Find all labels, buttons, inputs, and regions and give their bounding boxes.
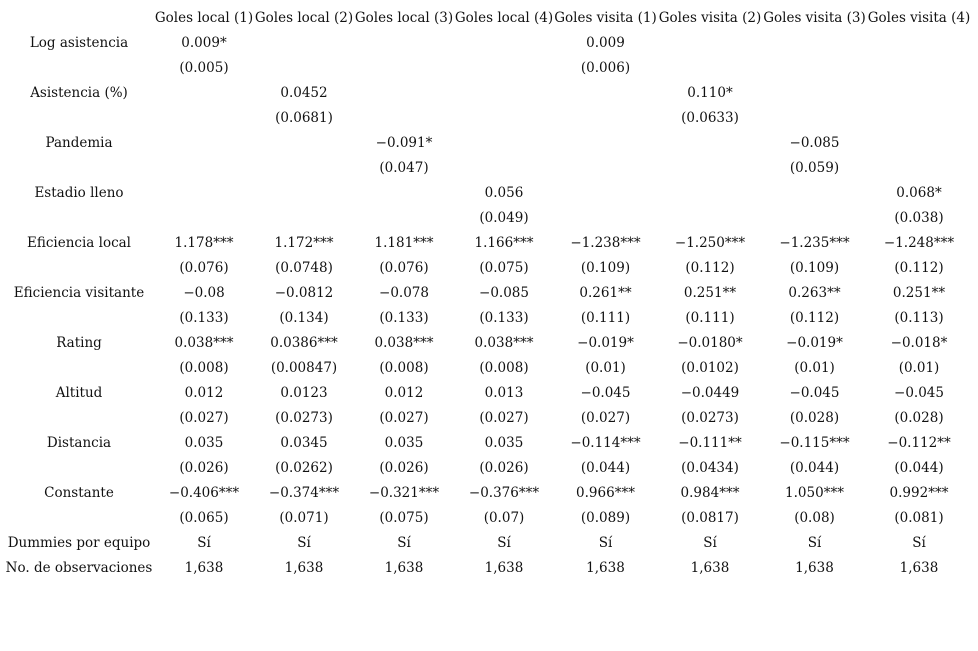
- table-cell: (0.109): [580, 259, 631, 276]
- table-cell: −0.0449: [680, 384, 740, 401]
- table-cell: [154, 80, 254, 105]
- row-label: Log asistencia: [29, 34, 129, 51]
- table-cell: [154, 130, 254, 155]
- table-cell: Sí: [598, 534, 613, 551]
- table-cell: [763, 205, 866, 230]
- row-label: [4, 405, 154, 430]
- table-cell: [763, 105, 866, 130]
- table-cell: −0.0812: [274, 284, 334, 301]
- table-cell: [866, 30, 972, 55]
- table-cell: 1.172***: [274, 234, 334, 251]
- row-label: Distancia: [46, 434, 112, 451]
- table-cell: 1,638: [899, 559, 939, 576]
- table-cell: −0.085: [479, 284, 529, 301]
- row-label: [4, 455, 154, 480]
- table-cell: (0.005): [179, 59, 229, 76]
- table-cell: 0.992***: [889, 484, 949, 501]
- table-cell: −0.078: [379, 284, 429, 301]
- row-label: [4, 505, 154, 530]
- table-cell: [866, 155, 972, 180]
- table-cell: 0.056: [484, 184, 524, 201]
- table-cell: [354, 55, 454, 80]
- table-cell: (0.0102): [681, 359, 739, 376]
- row-label: Eficiencia visitante: [13, 284, 145, 301]
- row-label: [4, 255, 154, 280]
- table-cell: [554, 205, 657, 230]
- table-cell: 0.038***: [374, 334, 434, 351]
- table-cell: [554, 105, 657, 130]
- table-cell: (0.133): [379, 309, 429, 326]
- table-cell: Sí: [197, 534, 211, 551]
- table-cell: (0.01): [898, 359, 940, 376]
- table-cell: 1,638: [795, 559, 834, 576]
- table-cell: [454, 155, 554, 180]
- table-cell: 1,638: [184, 559, 224, 576]
- table-cell: 1,638: [284, 559, 324, 576]
- column-header: Goles visita (4): [867, 9, 971, 26]
- table-cell: (0.027): [580, 409, 631, 426]
- row-label: Constante: [44, 484, 114, 501]
- table-cell: [866, 130, 972, 155]
- table-cell: [554, 180, 657, 205]
- table-cell: Sí: [807, 534, 822, 551]
- table-cell: [554, 80, 657, 105]
- table-cell: (0.044): [580, 459, 631, 476]
- table-cell: (0.065): [179, 509, 229, 526]
- table-cell: (0.112): [685, 259, 735, 276]
- table-cell: (0.044): [789, 459, 840, 476]
- table-cell: −0.406***: [168, 484, 240, 501]
- row-label: Rating: [56, 334, 102, 351]
- table-cell: 0.251**: [892, 284, 946, 301]
- table-cell: (0.08): [794, 509, 835, 526]
- table-cell: −0.019*: [577, 334, 634, 351]
- table-cell: 0.013: [484, 384, 524, 401]
- table-cell: (0.027): [479, 409, 529, 426]
- table-cell: 0.035: [184, 434, 224, 451]
- table-cell: [657, 30, 763, 55]
- table-row-stderr: [4, 305, 972, 330]
- table-cell: (0.01): [794, 359, 835, 376]
- table-cell: (0.0262): [275, 459, 333, 476]
- table-cell: (0.01): [585, 359, 626, 376]
- table-cell: 0.0345: [280, 434, 328, 451]
- row-label: [4, 205, 154, 230]
- table-cell: 0.0123: [280, 384, 328, 401]
- table-cell: [154, 105, 254, 130]
- table-cell: (0.044): [894, 459, 944, 476]
- table-cell: [554, 130, 657, 155]
- table-cell: [554, 155, 657, 180]
- table-cell: (0.134): [279, 309, 329, 326]
- table-cell: [657, 155, 763, 180]
- table-cell: 0.038***: [474, 334, 534, 351]
- table-row: [4, 230, 972, 255]
- table-cell: −1.238***: [570, 234, 641, 251]
- table-cell: −1.250***: [674, 234, 746, 251]
- table-cell: 0.984***: [680, 484, 740, 501]
- table-cell: (0.112): [894, 259, 944, 276]
- table-cell: −0.018*: [890, 334, 948, 351]
- table-cell: [763, 180, 866, 205]
- table-cell: (0.113): [894, 309, 944, 326]
- table-cell: [254, 30, 354, 55]
- table-row: [4, 530, 972, 555]
- table-cell: 0.009*: [181, 34, 227, 51]
- table-cell: (0.027): [379, 409, 429, 426]
- table-cell: (0.071): [279, 509, 329, 526]
- table-row: [4, 30, 972, 55]
- table-cell: 1,638: [586, 559, 625, 576]
- row-label: Altitud: [55, 384, 103, 401]
- table-cell: (0.059): [789, 159, 840, 176]
- table-cell: [657, 180, 763, 205]
- column-header: Goles visita (1): [554, 9, 657, 26]
- table-cell: (0.0817): [681, 509, 739, 526]
- table-cell: (0.00847): [270, 359, 338, 376]
- table-cell: −1.235***: [779, 234, 850, 251]
- table-cell: [866, 105, 972, 130]
- table-cell: (0.075): [479, 259, 529, 276]
- table-cell: (0.026): [179, 459, 229, 476]
- table-row: [4, 555, 972, 580]
- table-cell: −0.374***: [268, 484, 340, 501]
- row-label: No. de observaciones: [5, 559, 153, 576]
- table-row: [4, 130, 972, 155]
- table-cell: (0.111): [580, 309, 631, 326]
- table-cell: (0.0681): [275, 109, 333, 126]
- table-cell: 1.181***: [374, 234, 434, 251]
- table-cell: (0.0748): [275, 259, 333, 276]
- table-cell: −0.114***: [570, 434, 641, 451]
- table-cell: [154, 205, 254, 230]
- table-cell: [254, 205, 354, 230]
- table-cell: [454, 130, 554, 155]
- table-cell: −0.091*: [375, 134, 433, 151]
- table-cell: (0.07): [483, 509, 525, 526]
- table-cell: Sí: [912, 534, 926, 551]
- table-row: [4, 480, 972, 505]
- table-row-stderr: [4, 455, 972, 480]
- table-cell: 0.012: [184, 384, 224, 401]
- table-cell: [154, 155, 254, 180]
- column-header: Goles local (4): [454, 9, 554, 26]
- table-cell: 0.0386***: [270, 334, 338, 351]
- table-cell: [254, 55, 354, 80]
- table-cell: −1.248***: [883, 234, 955, 251]
- table-cell: (0.112): [789, 309, 840, 326]
- table-row-stderr: [4, 505, 972, 530]
- table-row: [4, 180, 972, 205]
- table-cell: 1.178***: [174, 234, 234, 251]
- table-cell: (0.075): [379, 509, 429, 526]
- table-cell: (0.081): [894, 509, 944, 526]
- table-cell: 1.166***: [474, 234, 534, 251]
- row-label: [4, 305, 154, 330]
- table-cell: Sí: [497, 534, 511, 551]
- table-cell: [254, 180, 354, 205]
- table-cell: −0.0180*: [677, 334, 743, 351]
- table-cell: 1,638: [384, 559, 424, 576]
- table-cell: (0.133): [479, 309, 529, 326]
- column-header: Goles visita (3): [763, 9, 866, 26]
- table-cell: (0.008): [379, 359, 429, 376]
- row-label: [4, 105, 154, 130]
- row-label: Estadio lleno: [34, 184, 124, 201]
- table-cell: [454, 30, 554, 55]
- row-label: Pandemia: [45, 134, 113, 151]
- table-row-stderr: [4, 255, 972, 280]
- table-cell: (0.028): [789, 409, 840, 426]
- table-cell: [354, 205, 454, 230]
- header-label-cell: [4, 5, 154, 30]
- table-cell: −0.376***: [468, 484, 540, 501]
- table-cell: 0.966***: [576, 484, 635, 501]
- table-cell: 1,638: [484, 559, 524, 576]
- table-cell: (0.076): [179, 259, 229, 276]
- table-row-stderr: [4, 205, 972, 230]
- table-cell: 0.038***: [174, 334, 234, 351]
- table-cell: (0.006): [580, 59, 631, 76]
- column-header: Goles local (1): [154, 9, 254, 26]
- table-cell: 1.050***: [785, 484, 844, 501]
- table-cell: [763, 80, 866, 105]
- table-cell: [354, 180, 454, 205]
- table-cell: 0.068*: [896, 184, 942, 201]
- table-row: [4, 430, 972, 455]
- table-cell: (0.027): [179, 409, 229, 426]
- table-cell: 0.009: [586, 34, 625, 51]
- regression-table: [4, 5, 972, 580]
- table-cell: [454, 105, 554, 130]
- table-cell: (0.008): [479, 359, 529, 376]
- header-row: [4, 5, 972, 30]
- table-cell: [763, 30, 866, 55]
- row-label: Dummies por equipo: [7, 534, 151, 551]
- row-label: [4, 55, 154, 80]
- table-cell: (0.0273): [275, 409, 333, 426]
- table-cell: Sí: [297, 534, 311, 551]
- table-cell: [763, 55, 866, 80]
- table-cell: −0.115***: [779, 434, 850, 451]
- table-row: [4, 280, 972, 305]
- table-cell: (0.089): [580, 509, 631, 526]
- table-cell: (0.026): [379, 459, 429, 476]
- table-cell: −0.321***: [368, 484, 440, 501]
- table-row: [4, 380, 972, 405]
- table-cell: Sí: [397, 534, 411, 551]
- table-cell: 0.035: [484, 434, 524, 451]
- table-row-stderr: [4, 405, 972, 430]
- table-cell: [254, 130, 354, 155]
- table-cell: [454, 55, 554, 80]
- table-cell: 0.261**: [579, 284, 632, 301]
- table-cell: (0.0434): [681, 459, 739, 476]
- table-cell: [657, 130, 763, 155]
- table-cell: (0.133): [179, 309, 229, 326]
- table-row: [4, 80, 972, 105]
- table-cell: [454, 80, 554, 105]
- column-header: Goles local (3): [354, 9, 454, 26]
- column-header: Goles visita (2): [658, 9, 762, 26]
- table-cell: (0.076): [379, 259, 429, 276]
- column-header: Goles local (2): [254, 9, 354, 26]
- table-cell: [354, 80, 454, 105]
- table-cell: (0.109): [789, 259, 840, 276]
- table-body: [4, 30, 972, 580]
- table-row-stderr: [4, 355, 972, 380]
- table-cell: [354, 30, 454, 55]
- table-cell: (0.026): [479, 459, 529, 476]
- row-label: [4, 355, 154, 380]
- table-cell: −0.111**: [678, 434, 742, 451]
- table-cell: (0.028): [894, 409, 944, 426]
- table-cell: (0.008): [179, 359, 229, 376]
- table-cell: 0.035: [384, 434, 424, 451]
- table-cell: (0.049): [479, 209, 529, 226]
- table-cell: −0.045: [580, 384, 631, 401]
- table-row: [4, 330, 972, 355]
- table-header: [4, 5, 972, 30]
- table-cell: (0.0273): [681, 409, 739, 426]
- table-cell: 0.251**: [683, 284, 737, 301]
- row-label: [4, 155, 154, 180]
- table-cell: 1,638: [690, 559, 730, 576]
- table-cell: (0.111): [685, 309, 735, 326]
- table-cell: −0.112**: [887, 434, 951, 451]
- table-cell: [254, 155, 354, 180]
- table-cell: [657, 55, 763, 80]
- table-cell: −0.045: [789, 384, 840, 401]
- table-cell: 0.110*: [687, 84, 733, 101]
- table-cell: −0.08: [183, 284, 225, 301]
- row-label: Eficiencia local: [26, 234, 131, 251]
- table-cell: [866, 55, 972, 80]
- table-cell: 0.263**: [788, 284, 841, 301]
- table-cell: [657, 205, 763, 230]
- row-label: Asistencia (%): [30, 84, 128, 101]
- table-row-stderr: [4, 155, 972, 180]
- table-cell: (0.038): [894, 209, 944, 226]
- table-cell: −0.085: [789, 134, 840, 151]
- table-cell: (0.047): [379, 159, 429, 176]
- table-cell: (0.0633): [681, 109, 739, 126]
- table-cell: −0.045: [894, 384, 944, 401]
- table-cell: [866, 80, 972, 105]
- table-cell: [354, 105, 454, 130]
- table-row-stderr: [4, 55, 972, 80]
- table-cell: 0.0452: [280, 84, 328, 101]
- table-cell: Sí: [703, 534, 717, 551]
- table-row-stderr: [4, 105, 972, 130]
- table-cell: −0.019*: [786, 334, 843, 351]
- table-cell: [154, 180, 254, 205]
- table-cell: 0.012: [384, 384, 424, 401]
